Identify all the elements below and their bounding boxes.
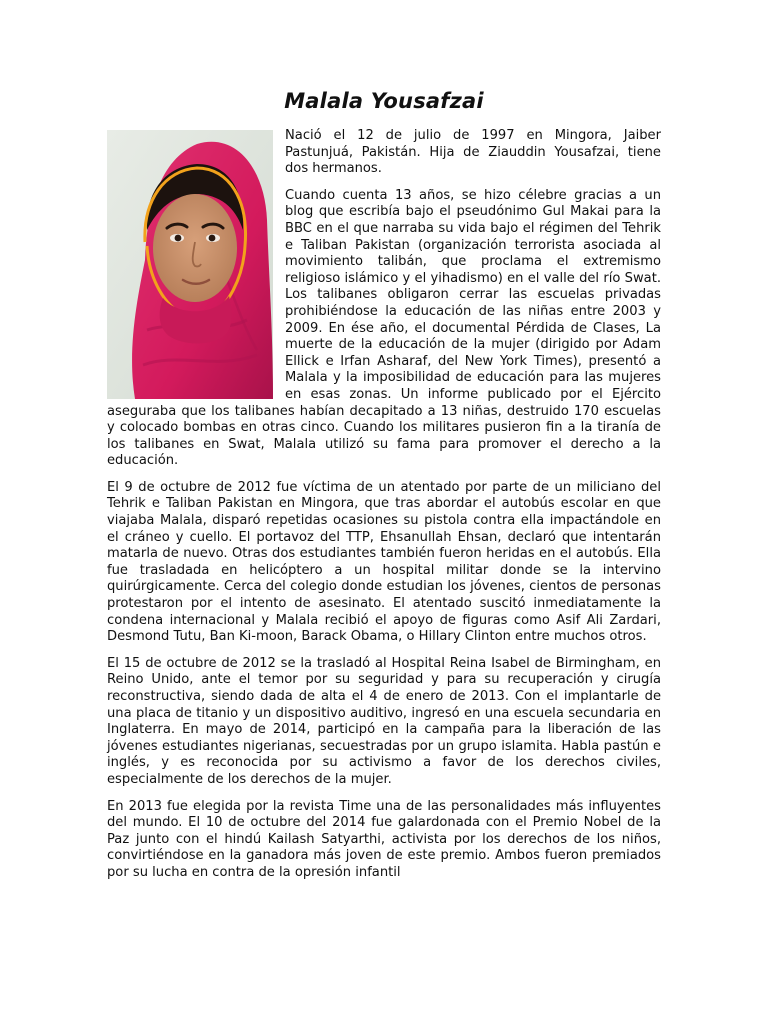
- paragraph-attack: El 9 de octubre de 2012 fue víctima de un atentado por parte de un miliciano del Tehrik e Taliban Pakistan en Mingora, que tras abordar el autobús escolar en que viajaba Malala, disparó repetidas ocasiones su pistola contra ella impactándole en el cráneo y cuello. El portavoz del TTP, Ehsanullah Ehsan, declaró que intentarán matarla de nuevo. Otras dos estudiantes también fueron heridas en el autobús. Ella fue trasladada en helicóptero a un hospital militar donde se la intervino quirúrgicamente. Cerca del colegio donde estudian los jóvenes, cientos de personas protestaron por el intento de asesinato. El atentado suscitó inmediatamente la condena internacional y Malala recibió el apoyo de figuras como Asif Ali Zardari, Desmond Tutu, Ban Ki-moon, Barack Obama, o Hillary Clinton entre muchos otros.: [107, 479, 661, 645]
- portrait-photo: [107, 130, 273, 399]
- document-page: [107, 88, 661, 892]
- paragraph-recovery: El 15 de octubre de 2012 se la trasladó al Hospital Reina Isabel de Birmingham, en Reino Unido, ante el temor por su seguridad y para su recuperación y cirugía reconstructiva, siendo dada de alta el 4 de enero de 2013. Con el implantarle de una placa de titanio y un dispositivo auditivo, ingresó en una escuela secundaria en Inglaterra. En mayo de 2014, participó en la campaña para la liberación de las jóvenes estudiantes nigerianas, secuestradas por un grupo islamita. Habla pastún e inglés, y es reconocida por su activismo a favor de los derechos civiles, especialmente de los derechos de la mujer.: [107, 655, 661, 787]
- paragraph-nobel: En 2013 fue elegida por la revista Time una de las personalidades más influyentes del mundo. El 10 de octubre del 2014 fue galardonada con el Premio Nobel de la Paz junto con el hindú Kailash Satyarthi, activista por los derechos de los niños, convirtiéndose en la ganadora más joven de este premio. Ambos fueron premiados por su lucha en contra de la opresión infantil: [107, 798, 661, 880]
- paragraph-blog: Cuando cuenta 13 años, se hizo célebre gracias a un blog que escribía bajo el pseudónimo Gul Makai para la BBC en el que narraba su vida bajo el régimen del Tehrik e Taliban Pakistan (organización terrorista asociada al movimiento talibán, que proclama el extremismo religioso islámico y el yihadismo) en el valle del río Swat. Los talibanes obligaron cerrar las escuelas privadas prohibiéndose la educación de las niñas entre 2003 y 2009. En ése año, el documental Pérdida de Clases, La muerte de la educación de la mujer (dirigido por Adam Ellick e Irfan Asharaf, del New York Times), presentó a Malala y la imposibilidad de educación para las mujeres en esas zonas. Un informe publicado por el Ejército aseguraba que los talibanes habían decapitado a 13 niñas, destruido 170 escuelas y colocado bombas en otras cinco. Cuando los militares pusieron fin a la tiranía de los talibanes en Swat, Malala utilizó su fama para promover el derecho a la educación.: [107, 187, 661, 469]
- paragraph-birth: Nació el 12 de julio de 1997 en Mingora, Jaiber Pastunjuá, Pakistán. Hija de Ziauddin Yousafzai, tiene dos hermanos.: [285, 128, 661, 177]
- document-title: Malala Yousafzai: [284, 89, 484, 113]
